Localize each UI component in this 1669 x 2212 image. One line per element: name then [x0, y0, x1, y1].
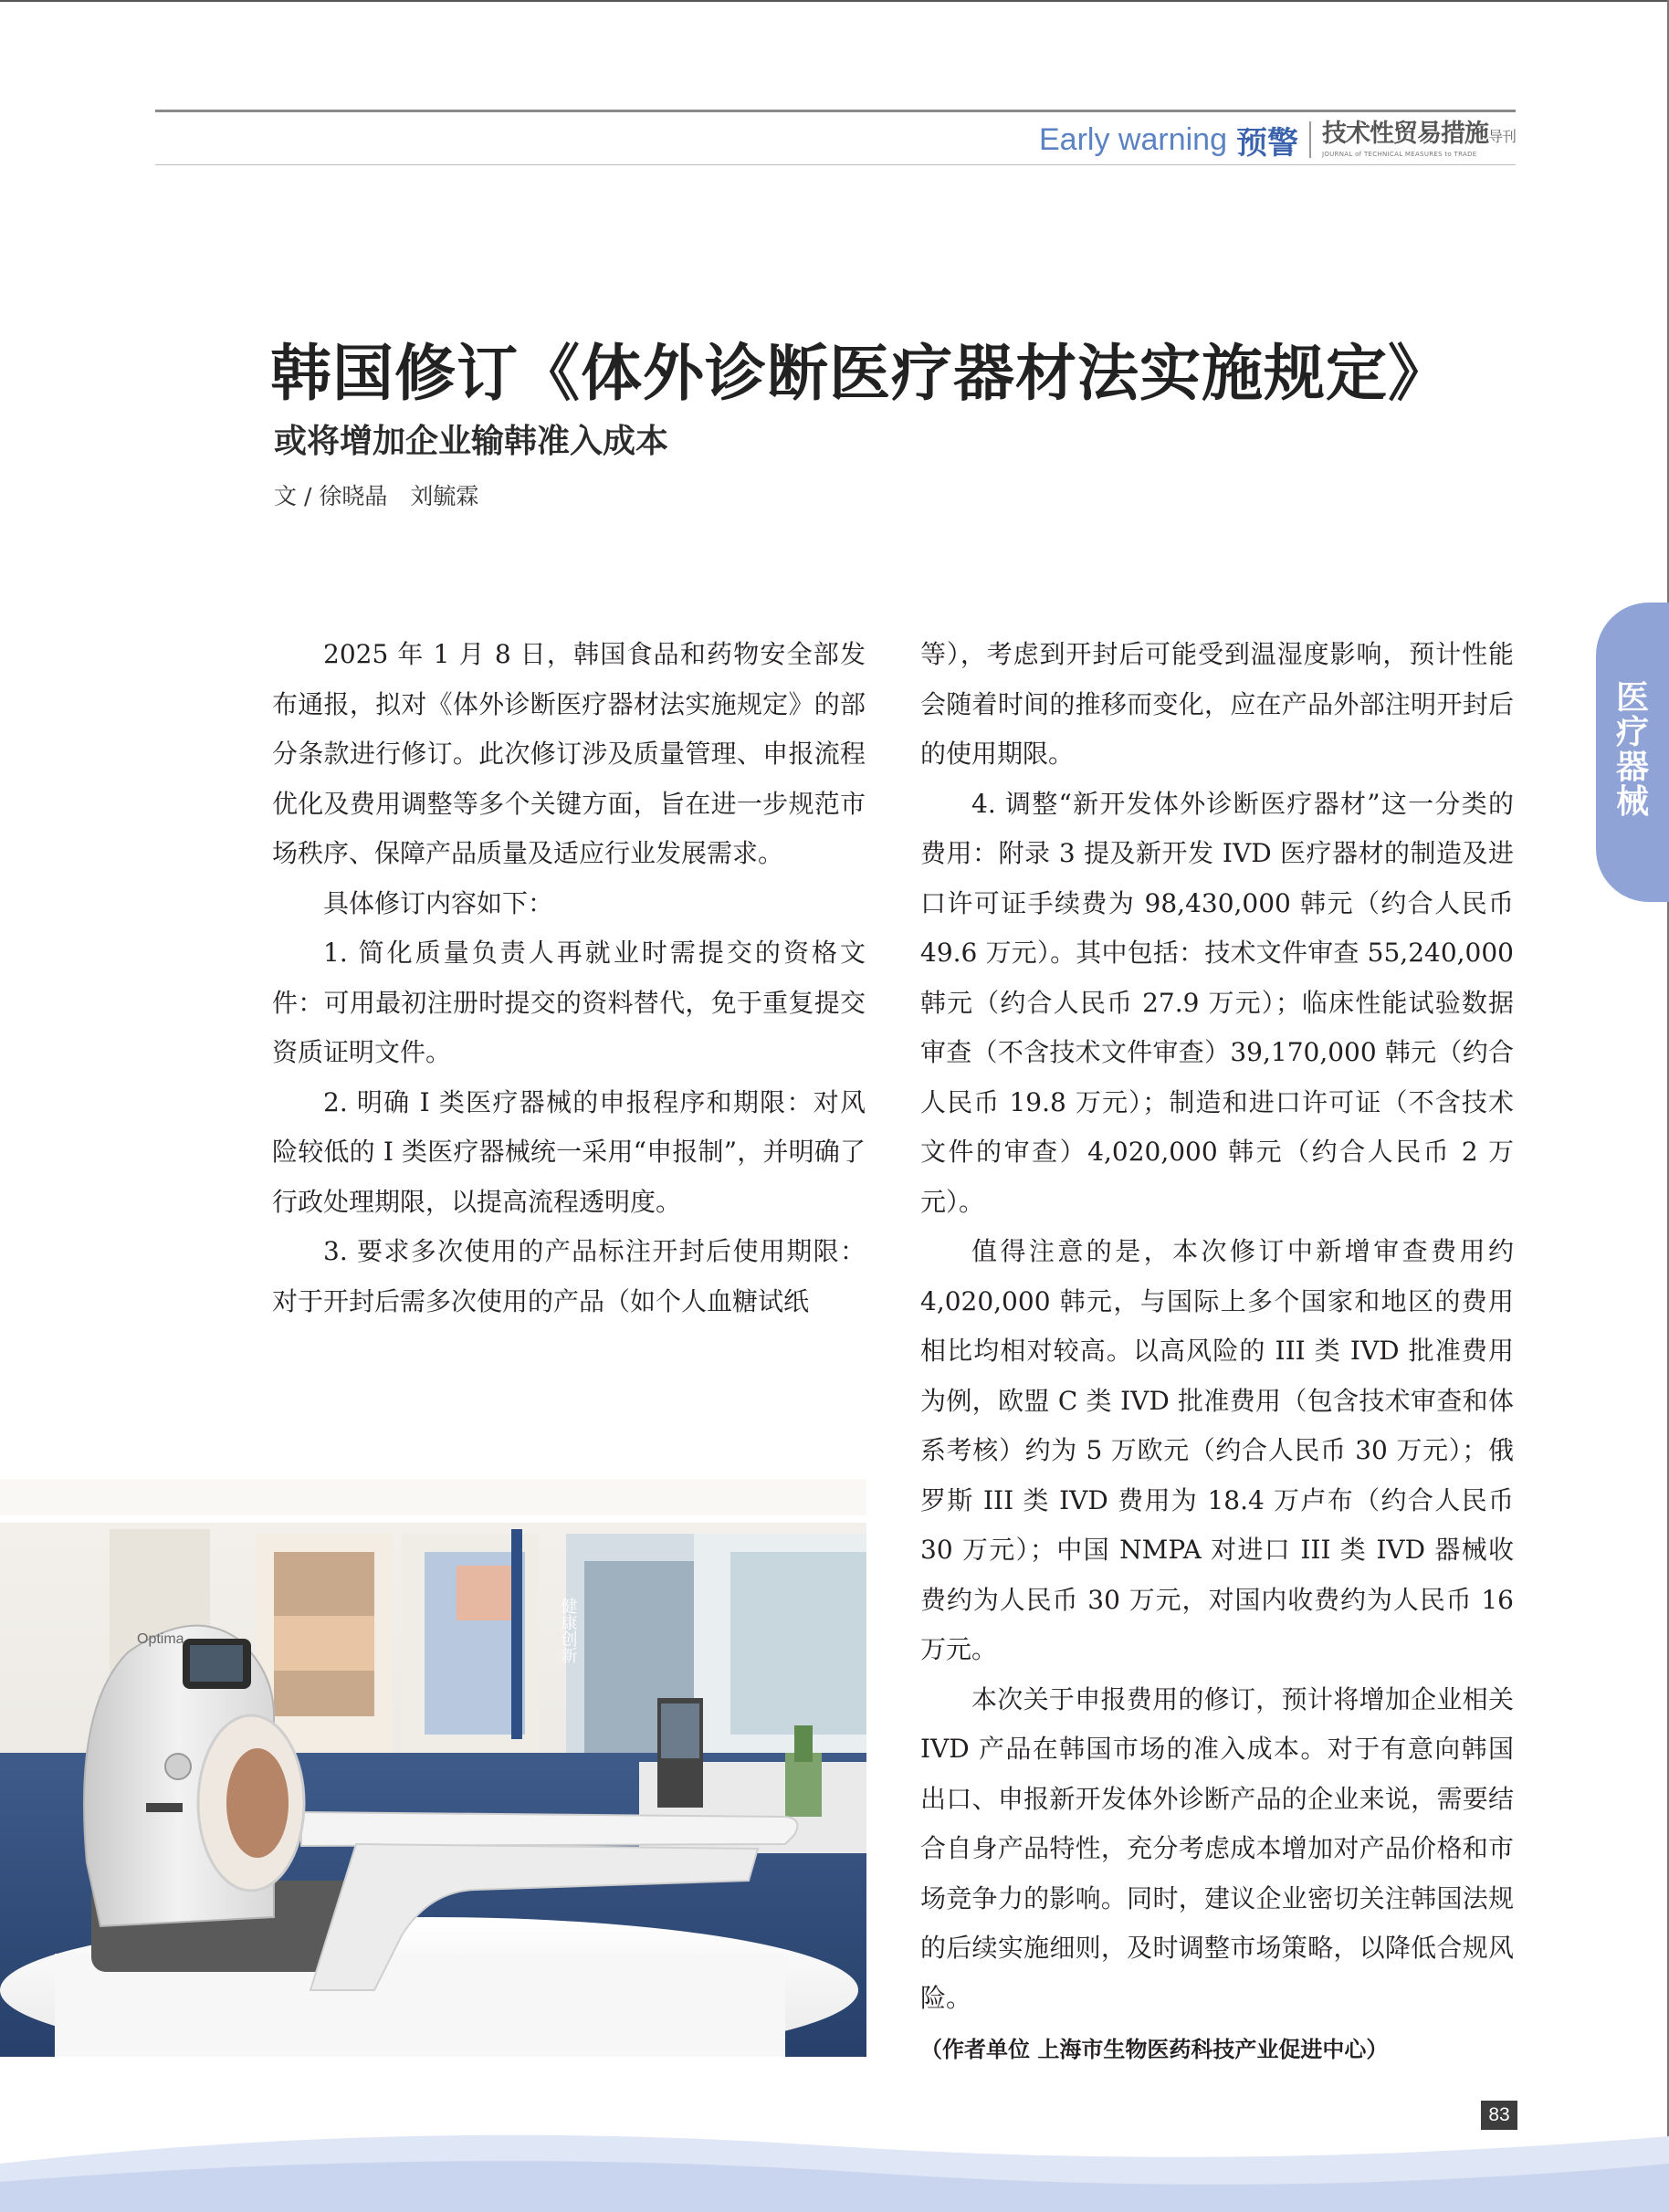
journal-logo: [1322, 121, 1516, 159]
paragraph: 3. 要求多次使用的产品标注开封后使用期限：对于开封后需多次使用的产品（如个人血糖试纸: [272, 1236, 866, 1316]
section-tab-char: 器: [1615, 749, 1649, 786]
ct-scanner-illustration: [0, 1479, 866, 2057]
article-title: 韩国修订《体外诊断医疗器材法实施规定》: [270, 338, 1450, 409]
wall-sign-text: 健康创新: [558, 1598, 578, 1663]
yujing-label: 预警: [1235, 124, 1298, 162]
paragraph: 1. 简化质量负责人再就业时需提交的资格文件：可用最初注册时提交的资料替代，免于重复提交资质证明文件。: [272, 938, 866, 1067]
paragraph: 本次关于申报费用的修订，预计将增加企业相关 IVD 产品在韩国市场的准入成本。对于有意向韩国出口、申报新开发体外诊断产品的企业来说，需要结合自身产品特性，充分考虑成本增加对产品价格和市场竞争力的影响。同时，建议企业密切关注韩国法规的后续实施细则，及时调整市场策略，以降低合规风险。: [920, 1683, 1514, 2013]
journal-suffix: 导刊: [1487, 128, 1516, 145]
paragraph: 2025 年 1 月 8 日，韩国食品和药物安全部发布通报，拟对《体外诊断医疗器材法实施规定》的部分条款进行修订。此次修订涉及质量管理、申报流程优化及费用调整等多个关键方面，旨在进一步规范市场秩序、保障产品质量及适应行业发展需求。: [272, 639, 866, 868]
author-affiliation: （作者单位 上海市生物医药科技产业促进中心）: [920, 2037, 1389, 2062]
early-warning-label: Early warning: [1039, 121, 1227, 157]
page-frame-top: [0, 0, 1669, 2]
running-header: [822, 115, 1516, 164]
paragraph-continuation: 等），考虑到开封后可能受到温湿度影响，预计性能会随着时间的推移而变化，应在产品外部注明开封后的使用期限。: [920, 639, 1514, 769]
footer-wave: [0, 2109, 1669, 2212]
header-separator: [1309, 121, 1311, 158]
page-number: 83: [1481, 2101, 1517, 2130]
section-tab-char: 医: [1615, 679, 1649, 717]
paragraph: 4. 调整“新开发体外诊断医疗器材”这一分类的费用：附录 3 提及新开发 IVD 医疗器材的制造及进口许可证手续费为 98,430,000 韩元（约合人民币 49.6 万元）。其中包括：技术文件审查 55,240,000 韩元（约合人民币 27.9 万元）；临床性能试验数据审查（不含技术文件审查）39,170,000 韩元（约合人民币 19.8 万元）；制造和进口许可证（不含技术文件的审查）4,020,000 韩元（约合人民币 2 万元）。: [920, 788, 1514, 1217]
header-rule: [155, 110, 1516, 112]
article-column-left: [272, 630, 866, 1326]
article-author: 文 / 徐晓晶 刘毓霖: [274, 483, 479, 509]
paragraph: 值得注意的是，本次修订中新增审查费用约 4,020,000 韩元，与国际上多个国家和地区的费用相比均相对较高。以高风险的 III 类 IVD 批准费用为例，欧盟 C 类 IVD 批准费用（包含技术审查和体系考核）约为 5 万欧元（约合人民币 30 万元）；俄罗斯 III 类 IVD 费用为 18.4 万卢布（约合人民币 30 万元）；中国 NMPA 对进口 III 类 IVD 器械收费约为人民币 30 万元，对国内收费约为人民币 16 万元。: [920, 1236, 1514, 1664]
section-tab-medical-devices: [1596, 603, 1669, 902]
journal-subtitle: JOURNAL of TECHNICAL MEASURES to TRADE: [1321, 151, 1477, 158]
article-subtitle: 或将增加企业输韩准入成本: [274, 423, 669, 460]
journal-name: 技术性贸易措施: [1321, 120, 1488, 148]
section-tab-char: 械: [1615, 783, 1649, 821]
paragraph: 具体修订内容如下：: [323, 887, 554, 918]
header-rule-bottom: [155, 164, 1516, 165]
ct-brand-label: Optima: [137, 1631, 184, 1647]
paragraph: 2. 明确 I 类医疗器械的申报程序和期限：对风险较低的 I 类医疗器械统一采用“申报制”，并明确了行政处理期限，以提高流程透明度。: [272, 1086, 866, 1217]
section-tab-char: 疗: [1615, 714, 1649, 751]
article-column-right: [920, 630, 1514, 2075]
ct-scanner-photo: [0, 1479, 866, 2057]
